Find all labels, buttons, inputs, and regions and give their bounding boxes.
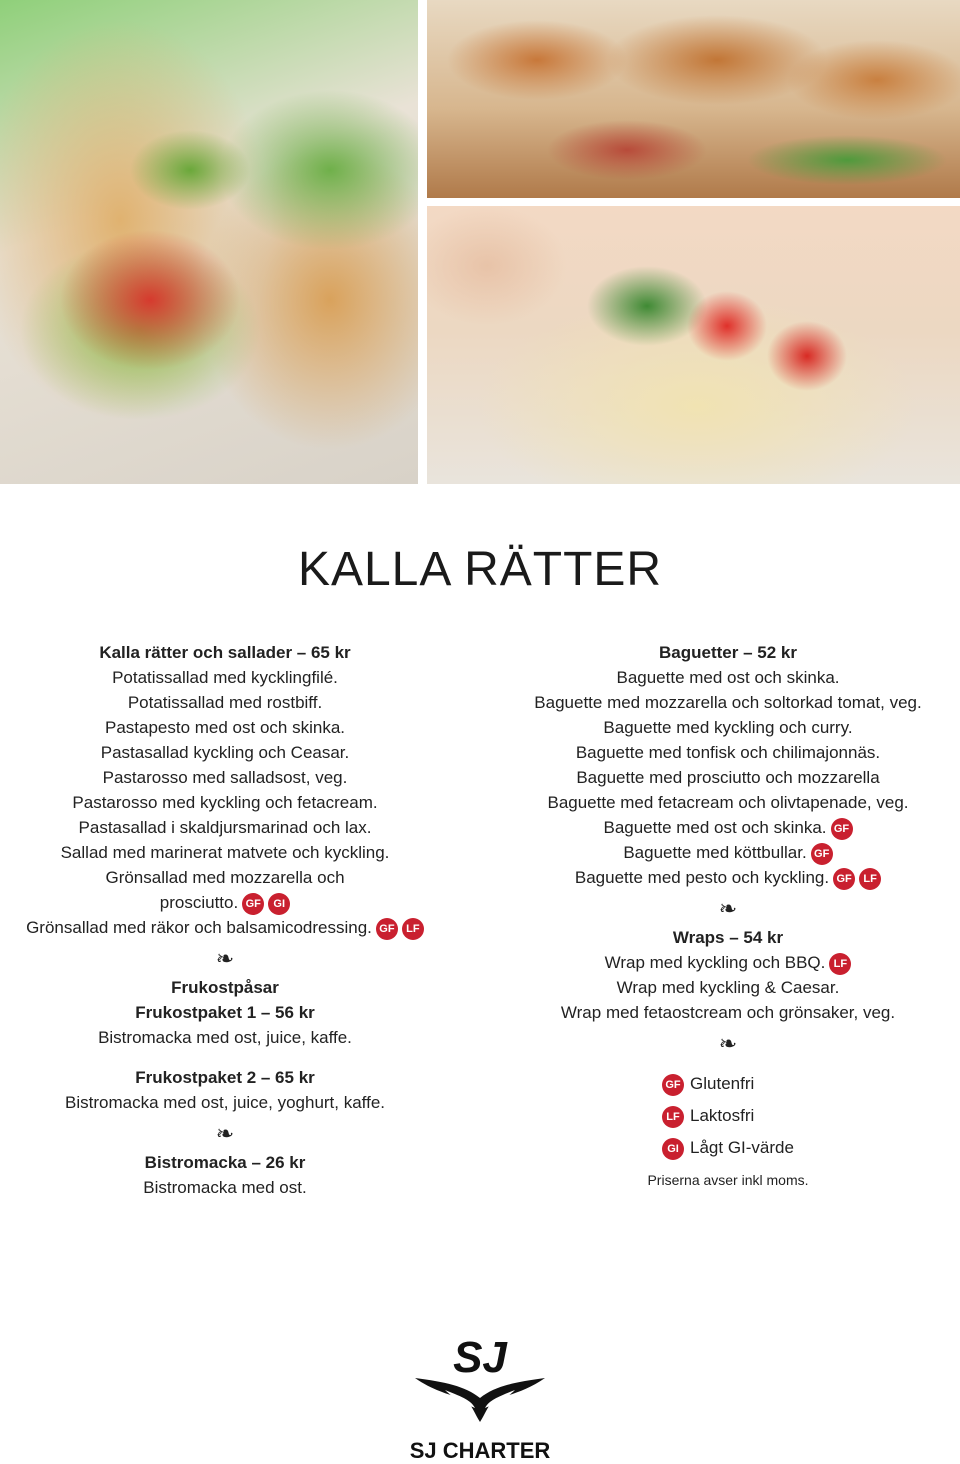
sj-logo-icon [405,1330,555,1430]
bistromacka-heading: Bistromacka – 26 kr [144,1153,306,1172]
menu-item [0,915,450,940]
legend-gi-label: Lågt GI-värde [690,1138,794,1157]
right-menu-column [500,640,956,1193]
fleuron-divider-icon: ❧ [215,1121,235,1146]
price-note: Priserna avser inkl moms. [647,1172,809,1188]
menu-item: Wrap med fetaostcream och grönsaker, veg. [560,1003,896,1022]
menu-item: Baguette med fetacream och olivtapenade, veg. [547,793,909,812]
menu-item: Potatissallad med rostbiff. [127,693,323,712]
menu-item [500,840,956,865]
menu-item [500,950,956,975]
menu-item: Pastasallad kyckling och Ceasar. [100,743,350,762]
menu-item: Pastarosso med kyckling och fetacream. [72,793,378,812]
menu-item: Baguette med tonfisk och chilimajonnäs. [575,743,881,762]
gf-badge-icon: GF [833,868,855,890]
legend-gf-label: Glutenfri [690,1074,755,1093]
sallads-heading: Kalla rätter och sallader – 65 kr [99,643,351,662]
legend-gi [662,1132,794,1164]
diet-legend [662,1068,794,1164]
menu-item: Sallad med marinerat matvete och kyckling. [60,843,390,862]
gf-badge-icon: GF [242,893,264,915]
lf-badge-icon: LF [402,918,424,940]
frukostpaket-2-text: Bistromacka med ost, juice, yoghurt, kaffe. [65,1093,385,1112]
fleuron-divider-icon: ❧ [718,1031,738,1056]
sj-charter-logo [405,1330,555,1464]
wrap-photo [0,0,418,484]
menu-item: Baguette med mozzarella och soltorkad tomat, veg. [534,693,922,712]
left-menu-column [0,640,450,1200]
menu-item-text: Grönsallad med räkor och balsamicodressing. [26,918,372,937]
menu-item-text: prosciutto. [159,893,239,912]
frukostpaket-1-heading: Frukostpaket 1 – 56 kr [135,1003,315,1022]
menu-item [500,865,956,890]
baguetter-heading: Baguetter – 52 kr [659,643,797,662]
menu-item: Baguette med kyckling och curry. [603,718,853,737]
page-title: KALLA RÄTTER [297,543,663,596]
menu-item-text: Baguette med ost och skinka. [603,818,827,837]
fleuron-divider-icon: ❧ [718,896,738,921]
menu-item: Pastapesto med ost och skinka. [104,718,346,737]
menu-item: Pastasallad i skaldjursmarinad och lax. [78,818,372,837]
lf-badge-icon: LF [859,868,881,890]
menu-item: Grönsallad med mozzarella och [105,868,345,887]
menu-item: Baguette med ost och skinka. [616,668,840,687]
gf-badge-icon: GF [831,818,853,840]
frukostpaket-1-text: Bistromacka med ost, juice, kaffe. [98,1028,352,1047]
lf-badge-icon: LF [662,1106,684,1128]
wraps-heading: Wraps – 54 kr [672,928,784,947]
sj-logo-mark: SJ [453,1333,507,1382]
menu-item-text: Baguette med köttbullar. [623,843,807,862]
menu-item: Wrap med kyckling & Caesar. [616,978,840,997]
menu-item-text: Baguette med pesto och kyckling. [574,868,830,887]
legend-gf [662,1068,794,1100]
legend-lf-label: Laktosfri [690,1106,755,1125]
menu-item-text: Wrap med kyckling och BBQ. [604,953,826,972]
baguette-photo [427,0,960,198]
gi-badge-icon: GI [662,1138,684,1160]
menu-item [500,815,956,840]
bistromacka-text: Bistromacka med ost. [143,1178,307,1197]
gf-badge-icon: GF [376,918,398,940]
frukostpaket-2-heading: Frukostpaket 2 – 65 kr [135,1068,315,1087]
menu-item: Pastarosso med salladsost, veg. [102,768,348,787]
gf-badge-icon: GF [662,1074,684,1096]
gi-badge-icon: GI [268,893,290,915]
fleuron-divider-icon: ❧ [215,946,235,971]
legend-lf [662,1100,794,1132]
gf-badge-icon: GF [811,843,833,865]
frukost-heading: Frukostpåsar [171,978,279,997]
menu-item: Potatissallad med kycklingfilé. [112,668,338,687]
lf-badge-icon: LF [829,953,851,975]
logo-text: SJ CHARTER [409,1438,551,1463]
menu-item: Baguette med prosciutto och mozzarella [576,768,880,787]
menu-item [0,890,450,915]
pasta-salad-photo [427,206,960,484]
